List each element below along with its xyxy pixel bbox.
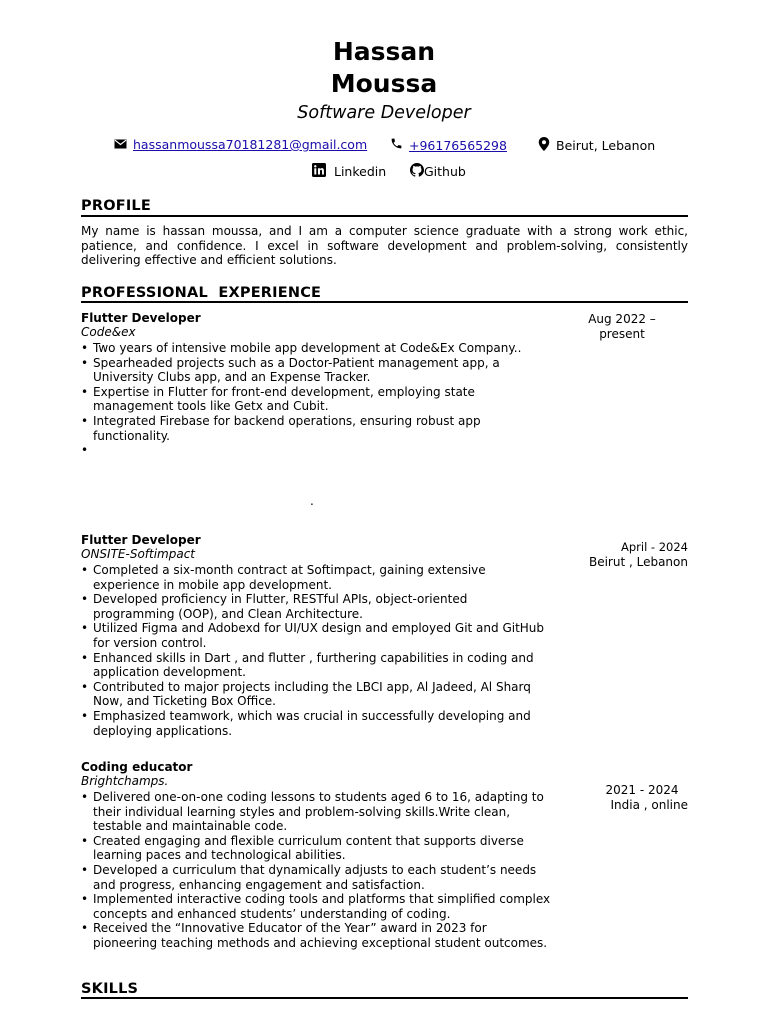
list-item [81,443,551,458]
stray-dot: . [310,494,314,508]
profile-heading: PROFILE [81,198,151,214]
list-item: • Spearheaded projects such as a Doctor-Patient management app, a University Clubs app, and an Expense Tracker. [81,356,551,385]
list-item: • Contributed to major projects including the LBCI app, Al Jadeed, Al Sharq Now, and Ticketing Box Office. [81,680,551,709]
skills-divider [81,997,688,999]
list-item: • Two years of intensive mobile app development at Code&Ex Company.. [81,341,551,356]
list-item: • Expertise in Flutter for front-end development, employing state management tools like Getx and Cubit. [81,385,551,414]
list-item: • Created engaging and flexible curriculum content that supports diverse learning paces and technological abilities. [81,834,551,863]
github-link[interactable]: Github [424,164,466,179]
profile-divider [81,215,688,217]
mail-icon [114,137,127,153]
list-item: • Enhanced skills in Dart , and flutter , furthering capabilities in coding and application development. [81,651,551,680]
list-item: • Utilized Figma and Adobexd for UI/UX design and employed Git and GitHub for version control. [81,621,551,650]
linkedin-link[interactable]: Linkedin [334,164,387,179]
github-icon [410,163,424,181]
email-link[interactable]: hassanmoussa70181281@gmail.com [133,137,368,152]
phone-link[interactable]: +96176565298 [409,137,507,153]
location-contact [538,137,655,155]
job-3-bullets [81,790,551,951]
job-role: Software Developer [297,103,471,123]
experience-heading: PROFESSIONAL EXPERIENCE [81,285,322,301]
job-3-company: Brightchamps. [81,774,169,788]
location-text: Beirut, Lebanon [556,138,656,153]
job-2-title: Flutter Developer [81,533,201,547]
phone-contact [390,137,507,154]
list-item: • Delivered one-on-one coding lessons to students aged 6 to 16, adapting to their individual learning styles and problem-solving skills.Write clean, testable and maintainable code. [81,790,551,834]
job-2-date [568,540,688,569]
job-1-date-start: Aug 2022 – [588,312,656,326]
list-item: • Integrated Firebase for backend operations, ensuring robust app functionality. [81,414,551,443]
job-1-date-end: present [599,326,645,341]
job-1-bullets [81,341,551,458]
job-2-company: ONSITE-Softimpact [81,547,196,561]
job-1-company: Code&ex [81,325,136,339]
job-3-title: Coding educator [81,760,193,774]
linkedin-icon [312,163,326,181]
list-item: • Completed a six-month contract at Softimpact, gaining extensive experience in mobile app development. [81,563,551,592]
job-2-date-start: April - 2024 [620,540,688,554]
skills-heading: SKILLS [81,981,139,997]
job-3-date [568,783,688,812]
name-second-line: Moussa [330,69,438,98]
name-first-line: Hassan [332,37,436,66]
list-item: • Developed a curriculum that dynamically adjusts to each student’s needs and progress, enhancing engagement and satisfaction. [81,863,551,892]
job-3-date-range: 2021 - 2024 [605,783,679,797]
experience-divider [81,301,688,303]
phone-icon [390,137,403,154]
map-pin-icon [538,137,550,155]
list-item: • Implemented interactive coding tools and platforms that simplified complex concepts and enhanced students’ understanding of coding. [81,892,551,921]
job-3-location: India , online [610,797,688,812]
profile-summary: My name is hassan moussa, and I am a computer science graduate with a strong work ethic, patience, and confidence. I excel in software development and problem-solving, consistently delivering effective and efficient solutions. [81,224,688,268]
job-1-title: Flutter Developer [81,311,201,325]
linkedin-contact [312,163,386,181]
job-2-bullets [81,563,551,738]
list-item: • Developed proficiency in Flutter, RESTful APIs, object-oriented programming (OOP), and Clean Architecture. [81,592,551,621]
email-contact [114,137,367,153]
job-2-location: Beirut , Lebanon [588,554,688,569]
list-item: • Emphasized teamwork, which was crucial in successfully developing and deploying applications. [81,709,551,738]
github-contact [410,163,466,181]
job-1-date [572,312,672,341]
list-item: • Received the “Innovative Educator of the Year” award in 2023 for pioneering teaching methods and achieving exceptional student outcomes. [81,921,551,950]
